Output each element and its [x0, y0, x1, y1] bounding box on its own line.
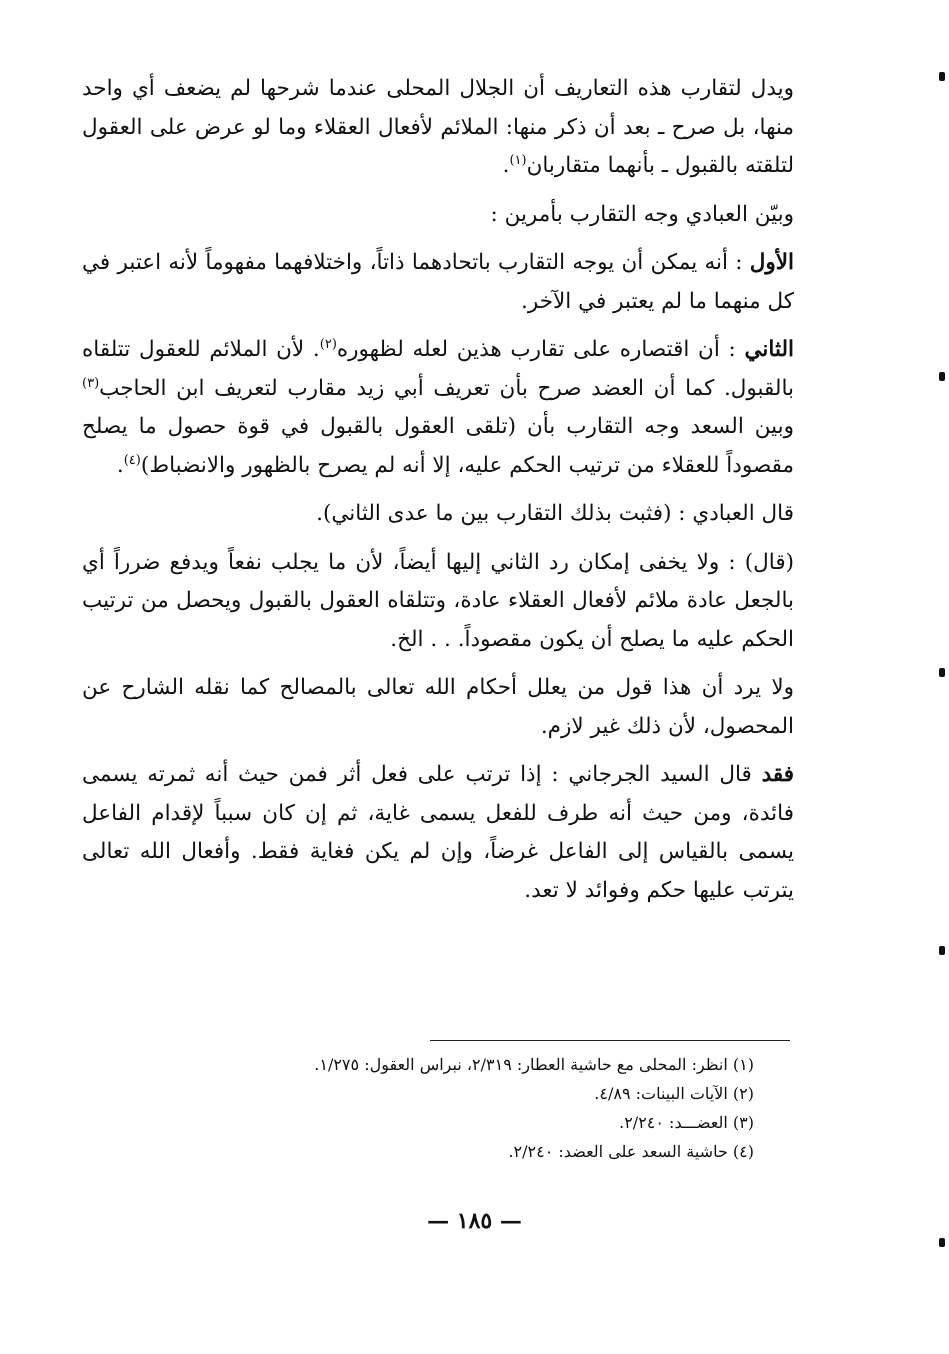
paragraph-8 — [82, 756, 794, 910]
paragraph-text: ولا يرد أن هذا قول من يعلل أحكام الله تعالى بالمصالح كما نقله الشارح عن المحصول، لأن ذلك غير لازم. — [82, 675, 794, 739]
paragraph-6 — [82, 544, 794, 660]
paragraph-lead: فقد — [761, 762, 795, 787]
footnote-1: (١) انظر: المحلى مع حاشية العطار: ٢/٣١٩، نبراس العقول: ١/٢٧٥. — [314, 1055, 754, 1074]
paragraph-text: . لأن الملائم للعقول تتلقاه بالقبول. كما أن العضد صرح بأن تعريف أبي زيد مقارب لتعريف ابن الحاجب — [82, 337, 794, 401]
scan-edge-mark — [939, 946, 945, 955]
paragraph-2 — [82, 196, 794, 235]
paragraph-lead: الثاني — [744, 337, 794, 362]
footnote-ref-4[interactable]: (٤) — [123, 452, 141, 468]
paragraph-text: وبيّن العبادي وجه التقارب بأمرين : — [490, 201, 794, 227]
page-number: — ١٨٥ — — [427, 1208, 522, 1234]
paragraph-text: قال العبادي : (فثبت بذلك التقارب بين ما عدى الثاني). — [316, 501, 794, 526]
paragraph-3 — [82, 244, 794, 321]
paragraph-5 — [82, 495, 794, 534]
paragraph-lead: الأول — [749, 250, 794, 275]
scan-edge-mark — [939, 372, 945, 381]
footnote-separator — [430, 1040, 790, 1041]
paragraph-text: وبين السعد وجه التقارب بأن (تلقى العقول بالقبول في قوة حصول ما يصلح مقصوداً للعقلاء من ترتيب الحكم عليه، إلا أنه لم يصرح بالظهور والانضباط) — [82, 414, 794, 478]
paragraph-text: : أنه يمكن أن يوجه التقارب باتحادهما ذاتاً، واختلافهما مفهوماً لأنه اعتبر في كل منهما ما لم يعتبر في الآخر. — [82, 250, 794, 314]
paragraph-1 — [82, 70, 794, 186]
paragraph-tail: . — [502, 153, 510, 178]
scan-edge-mark — [939, 1238, 945, 1247]
scan-edge-mark — [939, 72, 945, 81]
paragraph-tail: . — [116, 452, 124, 478]
paragraph-text: قال السيد الجرجاني : إذا ترتب على فعل أثر فمن حيث أنه ثمرته يسمى فائدة، ومن حيث أنه طرف للفعل يسمى غاية، ثم إن كان سبباً لإقدام الفاعل يسمى بالقياس إلى الفاعل غرضاً، وإن لم يكن فغاية فقط. وأفعال الله تعالى يترتب عليها حكم وفوائد لا تعد. — [82, 762, 794, 903]
footnote-ref-1[interactable]: (١) — [509, 152, 527, 168]
scan-edge-mark — [939, 668, 945, 677]
main-text — [82, 70, 794, 920]
footnote-3: (٣) العضـــد: ٢/٢٤٠. — [619, 1113, 754, 1132]
paragraph-4 — [82, 331, 794, 485]
paragraph-text: (قال) : ولا يخفى إمكان رد الثاني إليها أيضاً، لأن ما يجلب نفعاً ويدفع ضرراً أي بالجعل عادة ملائم لأفعال العقلاء عادة، وتتلقاه العقول بالقبول ويحصل من ترتيب الحكم عليه ما يصلح أن يكون مقصوداً. . . الخ. — [82, 549, 794, 652]
paragraph-text: ويدل لتقارب هذه التعاريف أن الجلال المحلى عندما شرحها لم يضعف أي واحد منها، بل صرح ـ بعد أن ذكر منها: الملائم لأفعال العقلاء وما لو عرض على العقول لتلقته بالقبول ـ بأنهما متقاربان — [82, 76, 794, 178]
footnote-ref-2[interactable]: (٢) — [319, 336, 337, 352]
footnote-2: (٢) الآيات البينات: ٤/٨٩. — [594, 1084, 754, 1103]
footnote-ref-3[interactable]: (٣) — [82, 375, 100, 391]
footnotes — [82, 1050, 754, 1166]
paragraph-text: : أن اقتصاره على تقارب هذين لعله لظهوره — [336, 337, 736, 362]
footnote-4: (٤) حاشية السعد على العضد: ٢/٢٤٠. — [508, 1142, 754, 1161]
paragraph-7 — [82, 669, 794, 746]
